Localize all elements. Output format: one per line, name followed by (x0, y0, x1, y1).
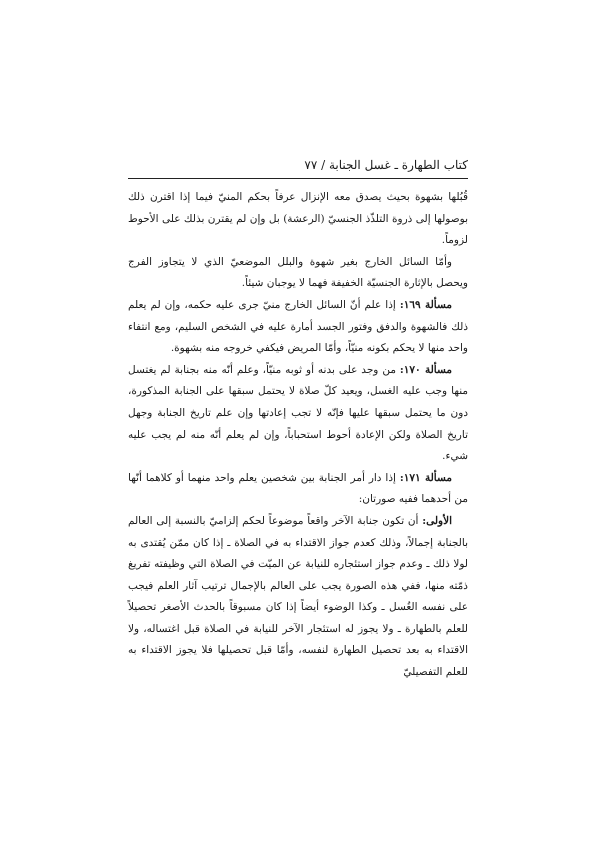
paragraph (128, 187, 468, 252)
paragraph-text: من وجد على بدنه أو ثوبه منيّاً، وعلم أنّه منه بجنابة لم يغتسل منها وجب عليه الغسل، ويعيد كلّ صلاة لا يحتمل سبقها على الجنابة المذكورة، دون ما يحتمل سبقها عليها فإنّه لا تجب إعادتها وإن علم تاريخ الجنابة وجهل تاريخ الصلاة ولكن الإعادة أحوط استحباباً، وإن لم يعلم أنّه منه لم يجب عليه شيء. (128, 363, 468, 463)
header-divider (128, 178, 468, 179)
running-title: كتاب الطهارة ـ غسل الجنابة / ٧٧ (304, 158, 468, 172)
issue-heading: مسألة ١٧١: (399, 471, 452, 484)
paragraph-text: وأمّا السائل الخارج بغير شهوة والبلل الموضعيّ الذي لا يتجاوز الفرج ويحصل بالإثارة الجنسيّة الخفيفة فهما لا يوجبان شيئاً. (128, 255, 468, 290)
page-header (128, 155, 468, 179)
paragraph (128, 252, 468, 295)
paragraph-text: إذا علم أنّ السائل الخارج منيّ جرى عليه حكمه، وإن لم يعلم ذلك فالشهوة والدفق وفتور الجسد أمارة عليه في الشخص السليم، ومع انتفاء واحد منها لا يحكم بكونه منيّاً، وأمّا المريض فيكفي خروجه منه بشهوة. (128, 298, 468, 355)
issue-169 (128, 295, 468, 360)
issue-170 (128, 360, 468, 468)
issue-heading: مسألة ١٦٩: (399, 298, 452, 311)
case-first (128, 511, 468, 684)
paragraph-text: قُبُلها بشهوة بحيث يصدق معه الإنزال عرفاً بحكم المنيّ فيما إذا اقترن ذلك بوصولها إلى ذروة التلذّذ الجنسيّ (الرعشة) بل وإن لم يقترن بذلك على الأحوط لزوماً. (128, 191, 468, 247)
body-text (128, 187, 468, 684)
case-heading: الأولى: (422, 514, 452, 527)
paragraph-text: أن تكون جنابة الآخر واقعاً موضوعاً لحكم إلزاميّ بالنسبة إلى العالم بالجنابة إجمالاً، وذلك كعدم جواز الاقتداء به في الصلاة ـ إذا كان ممّن يُقتدى به لولا ذلك ـ وعدم جواز استئجاره للنيابة عن الميّت في الصلاة التي وظيفته تفريغ ذمّته منها، ففي هذه الصورة يجب على العالم بالإجمال ترتيب آثار العلم فيجب على نفسه الغُسل ـ وكذا الوضوء أيضاً إذا كان مسبوقاً بالحدث الأصغر تحصيلاً للعلم بالطهارة ـ ولا يجوز له استئجار الآخر للنيابة في الصلاة قبل اغتساله، ولا الاقتداء به بعد تحصيل الطهارة لنفسه، وأمّا قبل تحصيلها فلا يجوز الاقتداء به للعلم التفصيليّ (128, 514, 468, 679)
issue-heading: مسألة ١٧٠: (399, 363, 452, 376)
paragraph-text: إذا دار أمر الجنابة بين شخصين يعلم واحد منهما أو كلاهما أنّها من أحدهما ففيه صورتان: (128, 471, 468, 506)
issue-171 (128, 468, 468, 511)
